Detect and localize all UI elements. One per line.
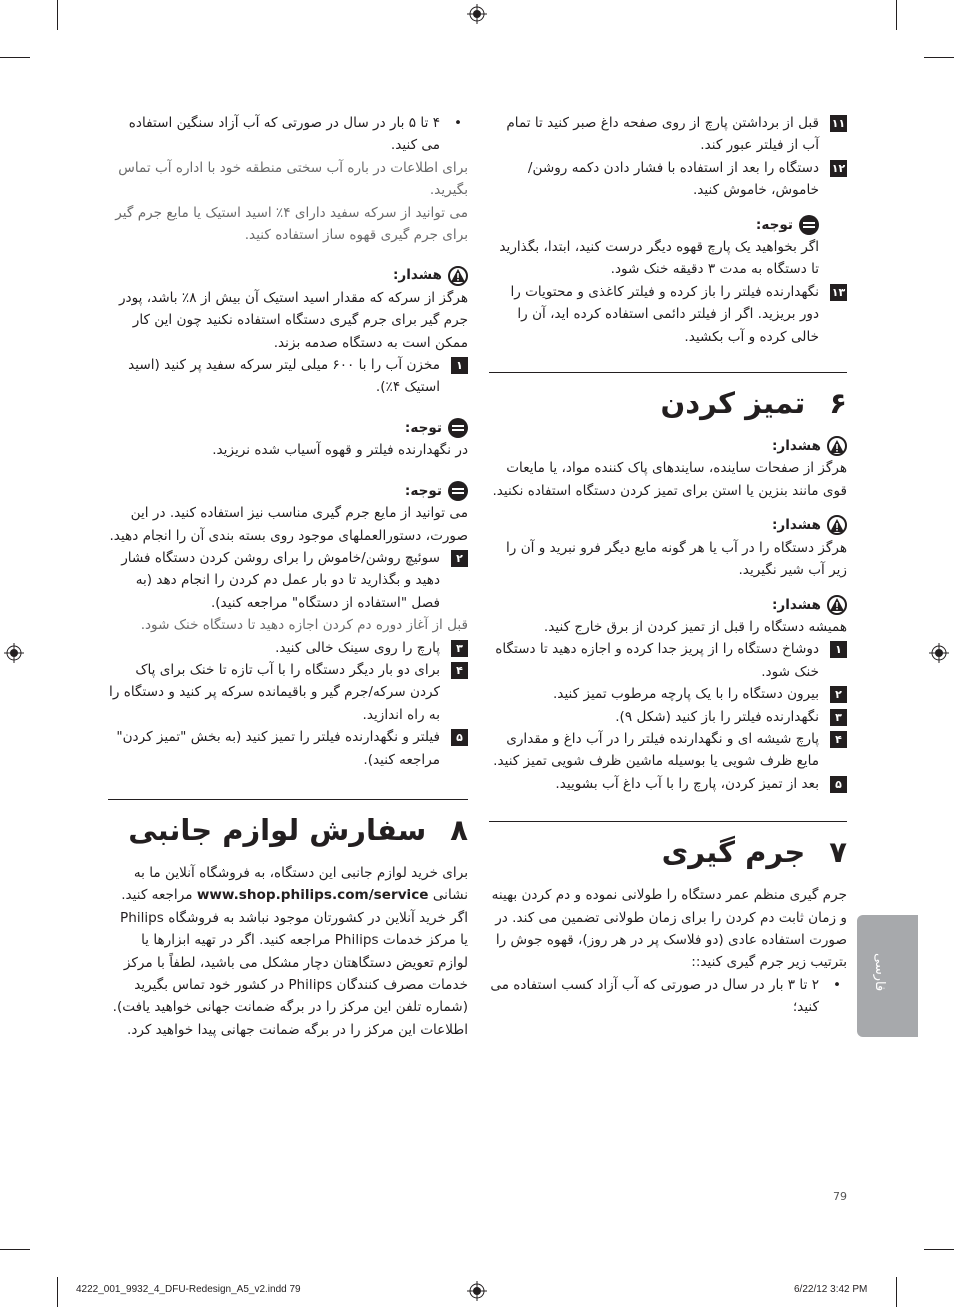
crop-mark bbox=[0, 1249, 30, 1250]
warning-icon bbox=[827, 436, 847, 456]
crop-mark bbox=[0, 57, 30, 58]
step-12: ۱۲ دستگاه را بعد از استفاده با فشار دادن دکمه روشن/خاموش، خاموش کنید. bbox=[527, 159, 846, 199]
clean-step-4: ۴ پارچ شیشه ای و نگهدارنده فیلتر را در آب داغ و مقداری مایع ظرف شویی یا بوسیله ماشین ظرف شویی تمیز کنید. bbox=[489, 728, 847, 773]
note-text: در نگهدارنده فیلتر و قهوه آسیاب شده نریزید. bbox=[212, 442, 468, 459]
accessories-text: برای خرید لوازم جانبی این دستگاه، به فروشگاه آنلاین ما به نشانی www.shop.philips.com/service مراجعه کنید. اگر خرید آنلاین در کشورتان موجود نباشد به فروشگاه Philips یا مرکز خدمات Philips مراجعه کنید. اگر در تهیه ابزارها یا لوازم تعویض دستگاهتان دچار مشکل می باشید، لطفاً با مرکز خدمات مصرف کنندگان Philips در کشور خود تماس بگیرید (شماره تلفن این مرکز را در برگه ضمانت جهانی خواهید یافت). اطلاعات این مرکز را در برگه ضمانت جهانی پیدا خواهید کرد. bbox=[112, 864, 468, 1038]
note-icon bbox=[448, 481, 468, 501]
registration-mark-icon bbox=[467, 1281, 487, 1301]
clean-step-1: ۱ دوشاخ دستگاه را از پریز جدا کرده و اجازه دهید تا دستگاه خنک شود. bbox=[489, 638, 847, 683]
descaling-bullet: • ۲ تا ۳ بار در سال در صورتی که آب آزاد کسب استفاده می کنید؛ bbox=[490, 976, 841, 1016]
descale-step-4: ۴ برای دو بار دیگر دستگاه را با آب تازه تا خنک برای پاک کردن سرکه/جرم گیر و باقیمانده سرکه پر کنید و دستگاه را به راه اندازید. bbox=[108, 659, 468, 726]
info-text: برای اطلاعات در باره آب سختی منطقه خود با اداره آب تماس بگیرید. bbox=[118, 159, 468, 199]
warning-icon bbox=[448, 266, 468, 286]
descale-step-2: ۲ سوئیچ روشن/خاموش را برای روشن کردن دستگاه فشار دهید و بگذارید تا دو بار عمل دم کردن را انجام دهد (به فصل "استفاده از دستگاه" مراجعه کنید). bbox=[108, 547, 468, 614]
warning-text: هرگز دستگاه را در آب یا هر گونه مایع دیگر فرو نبرید و آن را زیر آب شیر نگیرید. bbox=[506, 539, 847, 579]
warning-label: هشدار: bbox=[108, 264, 468, 286]
left-column bbox=[108, 112, 468, 1041]
warning-text: هرگز از سرکه که مقدار اسید استیک آن بیش از ۸٪ باشد، پودر جرم گیر برای جرم گیری دستگاه استفاده نکنید چون این کار ممکن است به دستگاه صدمه بزند. bbox=[118, 289, 468, 351]
note-text: می توانید از مایع جرم گیری مناسب نیز استفاده کنید. در این صورت، دستورالعملهای موجود روی بسته بندی آن را انجام دهید. bbox=[109, 505, 468, 544]
registration-mark-icon bbox=[467, 4, 487, 24]
warning-label: هشدار: bbox=[489, 594, 847, 616]
warning-text: هرگز از صفحات ساینده، سایندهای پاک کننده مواد، یا مایعات قوی مانند بنزین یا استن برای تمیز کردن دستگاه استفاده نکنید. bbox=[492, 460, 847, 499]
section-divider bbox=[489, 821, 847, 822]
shop-link[interactable]: www.shop.philips.com/service bbox=[196, 887, 429, 904]
crop-mark bbox=[924, 1249, 954, 1250]
section-heading-cleaning: ۶ تمیز کردن bbox=[660, 386, 847, 421]
section-heading-accessories: ۸ سفارش لوازم جانبی bbox=[128, 812, 468, 847]
note-icon bbox=[448, 418, 468, 438]
clean-step-2: ۲ بیرون دستگاه را با یک پارچه مرطوب تمیز کنید. bbox=[489, 683, 847, 705]
descaling-bullet: • ۴ تا ۵ بار در سال در صورتی که آب آزاد سنگین استفاده می کنید. bbox=[128, 115, 462, 154]
footer-date: 6/22/12 3:42 PM bbox=[794, 1284, 868, 1295]
page-number: 79 bbox=[833, 1190, 847, 1203]
footer-file: 4222_001_9932_4_DFU-Redesign_A5_v2.indd 79 bbox=[76, 1284, 301, 1295]
note-icon bbox=[799, 215, 819, 235]
descaling-intro: جرم گیری منظم عمر دستگاه را طولانی نموده و دم کردن بهینه و زمان ثابت دم کردن را برای زمان طولانی تضمین می کند. در صورت استفاده عادی (دو فلاسک پر در هر روز)، قهوه جوش را بترتیب زیر جرم گیری کنید:: bbox=[491, 887, 847, 971]
registration-mark-icon bbox=[929, 643, 949, 663]
language-tab: فارسی bbox=[857, 915, 918, 1037]
descale-step-1: ۱ مخزن آب را با ۶۰۰ میلی لیتر سرکه سفید پر کنید (اسید استیک ۴٪). bbox=[108, 354, 468, 399]
note-label: توجه: bbox=[108, 480, 468, 502]
clean-step-3: ۳ نگهدارنده فیلتر را باز کنید (شکل ۹). bbox=[489, 706, 847, 728]
descale-step-5: ۵ فیلتر و نگهدارنده فیلتر را تمیز کنید (به بخش "تمیز کردن" مراجعه کنید). bbox=[108, 726, 468, 771]
descale-step-3: ۳ پارچ را روی سینک خالی کنید. bbox=[108, 637, 468, 659]
step-11: ۱۱ قبل از برداشتن پارچ از روی صفحه داغ صبر کنید تا تمام آب از فیلتر عبور کند. bbox=[506, 115, 846, 154]
warning-label: هشدار: bbox=[489, 435, 847, 457]
step-13: ۱۳ نگهدارنده فیلتر را باز کرده و فیلتر کاغذی و محتویات را دور بریزید. اگر از فیلتر دائمی استفاده کرده اید، آن را خالی کرده و آب بکشید. bbox=[510, 283, 846, 345]
warning-icon bbox=[827, 515, 847, 535]
registration-mark-icon bbox=[4, 643, 24, 663]
note-label: توجه: bbox=[108, 417, 468, 439]
crop-mark bbox=[896, 0, 897, 30]
section-divider bbox=[108, 799, 468, 800]
clean-step-5: ۵ بعد از تمیز کردن، پارچ را با آب داغ آب بشویید. bbox=[489, 773, 847, 795]
warning-text: همیشه دستگاه را قبل از تمیز کردن از برق خارج کنید. bbox=[543, 618, 847, 635]
section-heading-descaling: ۷ جرم گیری bbox=[661, 835, 847, 870]
note-label: توجه: bbox=[489, 214, 819, 236]
crop-mark bbox=[57, 0, 58, 30]
crop-mark bbox=[924, 57, 954, 58]
crop-mark bbox=[896, 1277, 897, 1307]
warning-icon bbox=[827, 595, 847, 615]
info-text: قبل از آغاز دوره دم کردن اجازه دهید تا دستگاه خنک شود. bbox=[140, 617, 468, 634]
crop-mark bbox=[57, 1277, 58, 1307]
section-divider bbox=[489, 372, 847, 373]
right-column bbox=[489, 112, 847, 1019]
info-text: می توانید از سرکه سفید دارای ۴٪ اسید استیک یا مایع جرم گیر برای جرم گیری قهوه ساز استفاده کنید. bbox=[115, 204, 468, 244]
note-text: اگر بخواهید یک پارچ قهوه دیگر درست کنید، ابتدا، بگذارید تا دستگاه به مدت ۳ دقیقه خنک شود. bbox=[499, 239, 819, 278]
warning-label: هشدار: bbox=[489, 514, 847, 536]
